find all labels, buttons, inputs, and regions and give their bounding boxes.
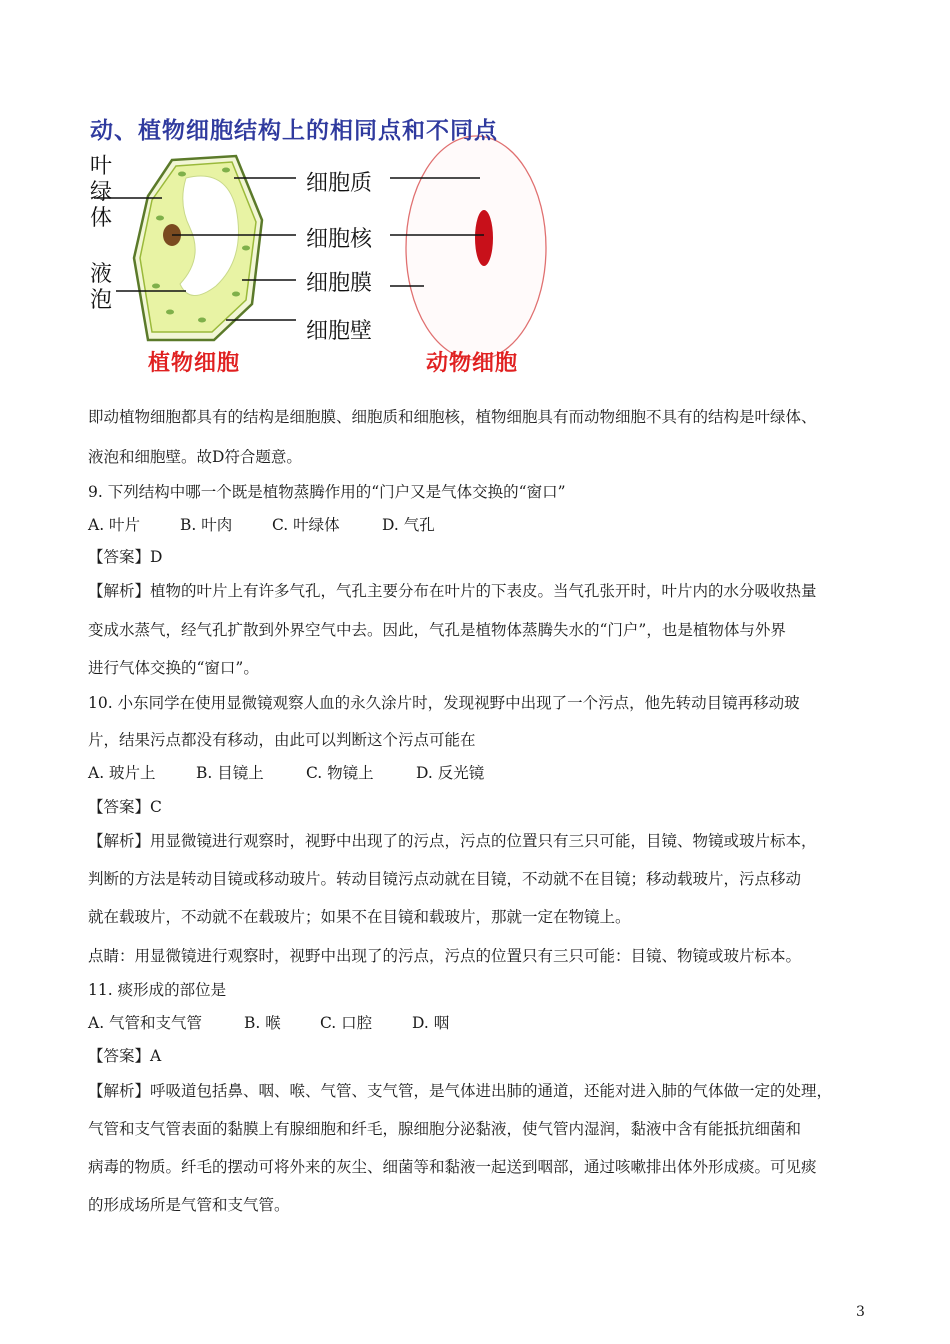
label-membrane: 细胞膜 [306, 271, 373, 296]
q10-analysis-line-2: 判断的方法是转动目镜或移动玻片。转动目镜污点动就在目镜，不动就不在目镜；移动载玻片，污点移动 [88, 870, 802, 888]
label-cytoplasm: 细胞质 [306, 171, 373, 196]
q11-option-c: C. 口腔 [320, 1014, 373, 1032]
cell-comparison-figure [86, 108, 566, 386]
question-9-options [88, 514, 435, 536]
chloroplast [198, 318, 206, 323]
chloroplast [152, 284, 160, 289]
q10-option-c: C. 物镜上 [306, 764, 374, 782]
chloroplast [242, 246, 250, 251]
chloroplast [222, 168, 230, 173]
chloroplast [232, 292, 240, 297]
q11-analysis-line-4: 的形成场所是气管和支气管。 [88, 1196, 290, 1214]
q9-option-d: D. 气孔 [382, 516, 435, 534]
question-11-options [88, 1012, 449, 1034]
q11-option-b: B. 喉 [244, 1014, 281, 1032]
label-chloroplast: 叶绿体 [89, 154, 112, 231]
q11-option-a: A. 气管和支气管 [88, 1014, 203, 1032]
q9-analysis-line-3: 进行气体交换的“窗口”。 [88, 659, 259, 677]
q9-answer: 【答案】D [88, 548, 163, 566]
q11-option-d: D. 咽 [412, 1014, 450, 1032]
intro-line-1: 即动植物细胞都具有的结构是细胞膜、细胞质和细胞核，植物细胞具有而动物细胞不具有的结构是叶绿体、 [88, 408, 817, 426]
q10-option-d: D. 反光镜 [416, 764, 485, 782]
q9-analysis-line-2: 变成水蒸气，经气孔扩散到外界空气中去。因此，气孔是植物体蒸腾失水的“门户”，也是植物体与外界 [88, 621, 786, 639]
plant-cell-caption: 植物细胞 [148, 351, 241, 376]
chloroplast [166, 310, 174, 315]
q11-analysis-line-2: 气管和支气管表面的黏膜上有腺细胞和纤毛，腺细胞分泌黏液，使气管内湿润，黏液中含有能抵抗细菌和 [88, 1120, 802, 1138]
q9-option-b: B. 叶肉 [180, 516, 233, 534]
label-nucleus: 细胞核 [306, 227, 373, 252]
q9-analysis-line-1: 【解析】植物的叶片上有许多气孔，气孔主要分布在叶片的下表皮。当气孔张开时，叶片内的水分吸收热量 [88, 582, 817, 600]
question-10-options [88, 762, 484, 784]
q10-option-a: A. 玻片上 [88, 764, 156, 782]
q10-analysis-line-3: 就在载玻片，不动就不在载玻片；如果不在目镜和载玻片，那就一定在物镜上。 [88, 908, 631, 926]
q11-analysis-line-1: 【解析】呼吸道包括鼻、咽、喉、气管、支气管，是气体进出肺的通道，还能对进入肺的气体做一定的处理， [88, 1082, 833, 1100]
question-10-line-2: 片，结果污点都没有移动，由此可以判断这个污点可能在 [88, 731, 476, 749]
animal-cell-caption: 动物细胞 [426, 351, 519, 376]
q10-option-b: B. 目镜上 [196, 764, 264, 782]
q10-note: 点睛：用显微镜进行观察时，视野中出现了的污点，污点的位置只有三只可能：目镜、物镜或玻片标本。 [88, 947, 802, 965]
question-11: 11. 痰形成的部位是 [88, 981, 227, 999]
page-number: 3 [856, 1304, 865, 1320]
q10-analysis-line-1: 【解析】用显微镜进行观察时，视野中出现了的污点，污点的位置只有三只可能，目镜、物镜或玻片标本， [88, 832, 817, 850]
q9-option-c: C. 叶绿体 [272, 516, 340, 534]
q11-answer: 【答案】A [88, 1047, 162, 1065]
chloroplast [178, 172, 186, 177]
q11-analysis-line-3: 病毒的物质。纤毛的摆动可将外来的灰尘、细菌等和黏液一起送到咽部，通过咳嗽排出体外形成痰。可见痰 [88, 1158, 817, 1176]
figure-title: 动、植物细胞结构上的相同点和不同点 [90, 118, 498, 144]
intro-line-2: 液泡和细胞壁。故D符合题意。 [88, 448, 302, 466]
q10-answer: 【答案】C [88, 798, 162, 816]
question-9: 9. 下列结构中哪一个既是植物蒸腾作用的“门户又是气体交换的“窗口” [88, 483, 566, 501]
animal-nucleus [475, 210, 493, 266]
q9-option-a: A. 叶片 [88, 516, 141, 534]
chloroplast [156, 216, 164, 221]
label-wall: 细胞壁 [306, 319, 373, 344]
label-vacuole: 液泡 [89, 262, 112, 313]
question-10-line-1: 10. 小东同学在使用显微镜观察人血的永久涂片时，发现视野中出现了一个污点，他先转动目镜再移动玻 [88, 694, 800, 712]
